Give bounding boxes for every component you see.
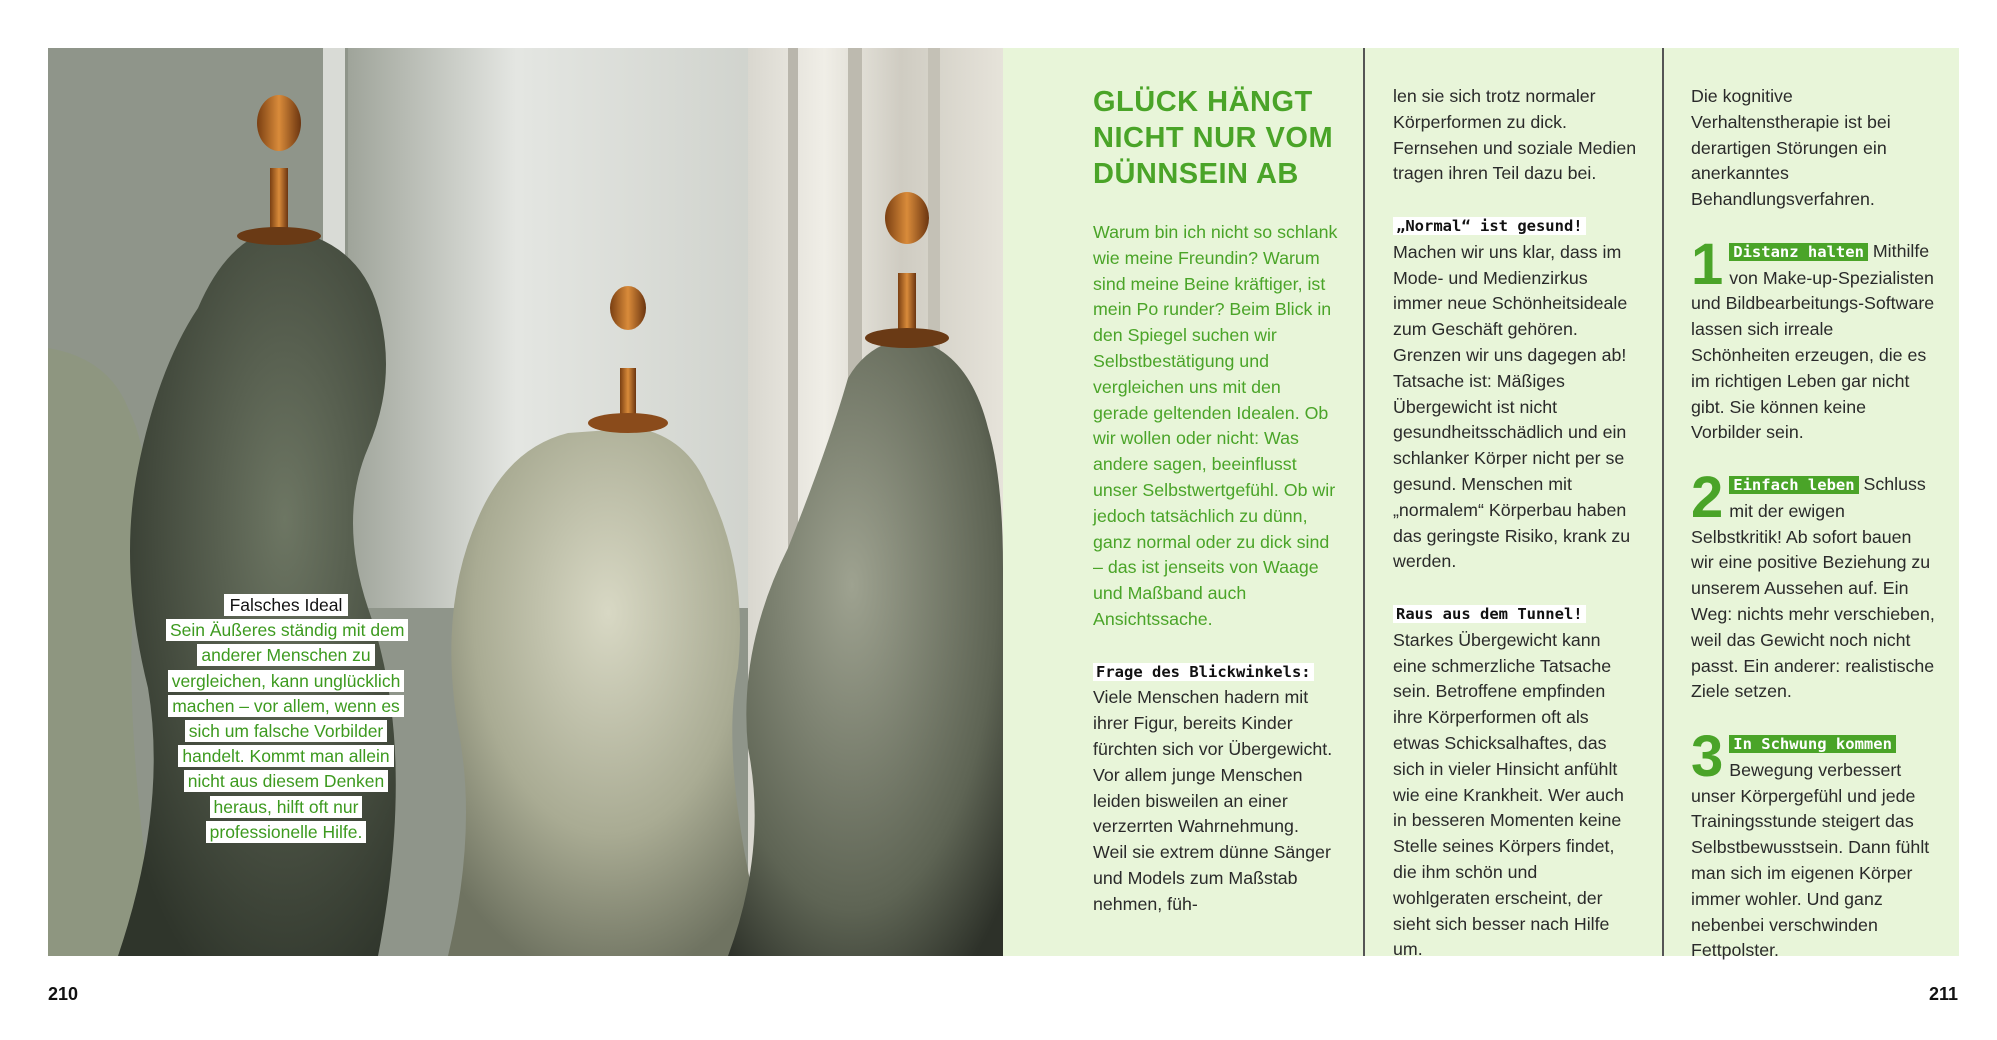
tip-keyword: Einfach leben xyxy=(1729,476,1858,494)
tip-number: 2 xyxy=(1691,464,1724,530)
column-divider-2 xyxy=(1662,48,1664,956)
mannequin-photo xyxy=(48,48,1003,956)
paragraph-blickwinkel xyxy=(1093,659,1338,918)
tip-text: Mithilfe von Make-up-Spezialisten und Bildbearbeitungs-Software lassen sich irreale Schönheiten erzeugen, die es im richtigen Leben gar nicht gibt. Sie können keine Vorbilder sein. xyxy=(1691,240,1935,443)
tip-3 xyxy=(1691,723,1936,964)
tip-number: 3 xyxy=(1691,723,1724,789)
tip-1 xyxy=(1691,231,1936,446)
paragraph-text: Starkes Übergewicht kann eine schmerzliche Tatsache sein. Betroffene empfinden ihre Körperformen oft als etwas Schicksalhaftes, das sich in vieler Hinsicht anfühlt wie eine Krankheit. Wer auch in besseren Momenten keine Stelle seines Körpers findet, die ihm schön und wohlgeraten erscheint, der sieht sich besser nach Hilfe um. xyxy=(1393,629,1624,960)
paragraph-tunnel xyxy=(1393,601,1638,963)
paragraph-text: Machen wir uns klar, dass im Mode- und Medienzirkus immer neue Schönheitsideale zum Geschäft gehören. Grenzen wir uns dagegen ab! Tatsache ist: Mäßiges Übergewicht ist nicht gesundheitsschädlich und ein schlanker Körper nicht per se gesund. Menschen mit „normalem“ Körperbau haben das geringste Risiko, krank zu werden. xyxy=(1393,241,1631,572)
caption-title: Falsches Ideal xyxy=(224,594,349,616)
text-panel xyxy=(1003,48,1959,961)
column-2 xyxy=(1393,84,1638,989)
caption-body: Sein Äußeres ständig mit dem anderer Menschen zu vergleichen, kann unglücklich machen – vor allem, wenn es sich um falsche Vorbilder handelt. Kommt man allein nicht aus diesem Denken heraus, hilft oft nur professionelle Hilfe. xyxy=(166,619,408,843)
column-1 xyxy=(1093,84,1338,943)
intro-paragraph: Warum bin ich nicht so schlank wie meine Freundin? Warum sind meine Beine kräftiger, ist mein Po runder? Beim Blick in den Spiegel suchen wir Selbstbestätigung und vergleichen uns mit den gerade geltenden Idealen. Ob wir wollen oder nicht: Was andere sagen, beeinflusst unser Selbstwertgefühl. Ob wir jedoch tatsächlich zu dünn, ganz normal oder zu dick sind – das ist jenseits von Waage und Maßband auch Ansichtssache. xyxy=(1093,222,1338,629)
tip-text: Bewegung verbessert unser Körpergefühl und jede Trainingsstunde steigert das Selbstbewusstsein. Dann fühlt man sich im eigenen Körper immer wohler. Und ganz nebenbei verschwinden Fettpolster. xyxy=(1691,759,1930,961)
page-number-left: 210 xyxy=(48,984,79,1004)
keyword-normal: „Normal“ ist gesund! xyxy=(1393,217,1586,235)
tip-keyword: Distanz halten xyxy=(1729,243,1868,261)
paragraph-normal xyxy=(1393,213,1638,575)
therapy-intro: Die kognitive Verhaltenstherapie ist bei derartigen Störungen ein anerkanntes Behandlungsverfahren. xyxy=(1691,86,1891,210)
paragraph-text: Viele Menschen hadern mit ihrer Figur, bereits Kinder fürchten sich vor Übergewicht. Vor allem junge Menschen leiden bisweilen an einer verzerrten Wahrnehmung. Weil sie extrem dünne Sänger und Models zum Maßstab nehmen, füh- xyxy=(1093,687,1333,914)
column-divider-1 xyxy=(1363,48,1365,956)
article-heading: GLÜCK HÄNGT NICHT NUR VOM DÜNNSEIN AB xyxy=(1093,86,1334,190)
column-3 xyxy=(1691,84,1936,990)
photo-caption xyxy=(166,593,406,845)
keyword-tunnel: Raus aus dem Tunnel! xyxy=(1393,605,1586,623)
tip-2 xyxy=(1691,464,1936,705)
keyword-blickwinkel: Frage des Blickwinkels: xyxy=(1093,663,1314,681)
tip-keyword: In Schwung kommen xyxy=(1729,735,1896,753)
page-number-right: 211 xyxy=(1929,984,1959,1004)
tip-number: 1 xyxy=(1691,231,1724,297)
paragraph-continuation: len sie sich trotz normaler Körperformen zu dick. Fernsehen und soziale Medien tragen ihren Teil dazu bei. xyxy=(1393,86,1637,184)
tip-text: Schluss mit der ewigen Selbstkritik! Ab sofort bauen wir eine positive Beziehung zu unserem Aussehen auf. Ein Weg: nichts mehr verschieben, weil das Gewicht noch nicht passt. Ein anderer: realistische Ziele setzen. xyxy=(1691,473,1935,702)
